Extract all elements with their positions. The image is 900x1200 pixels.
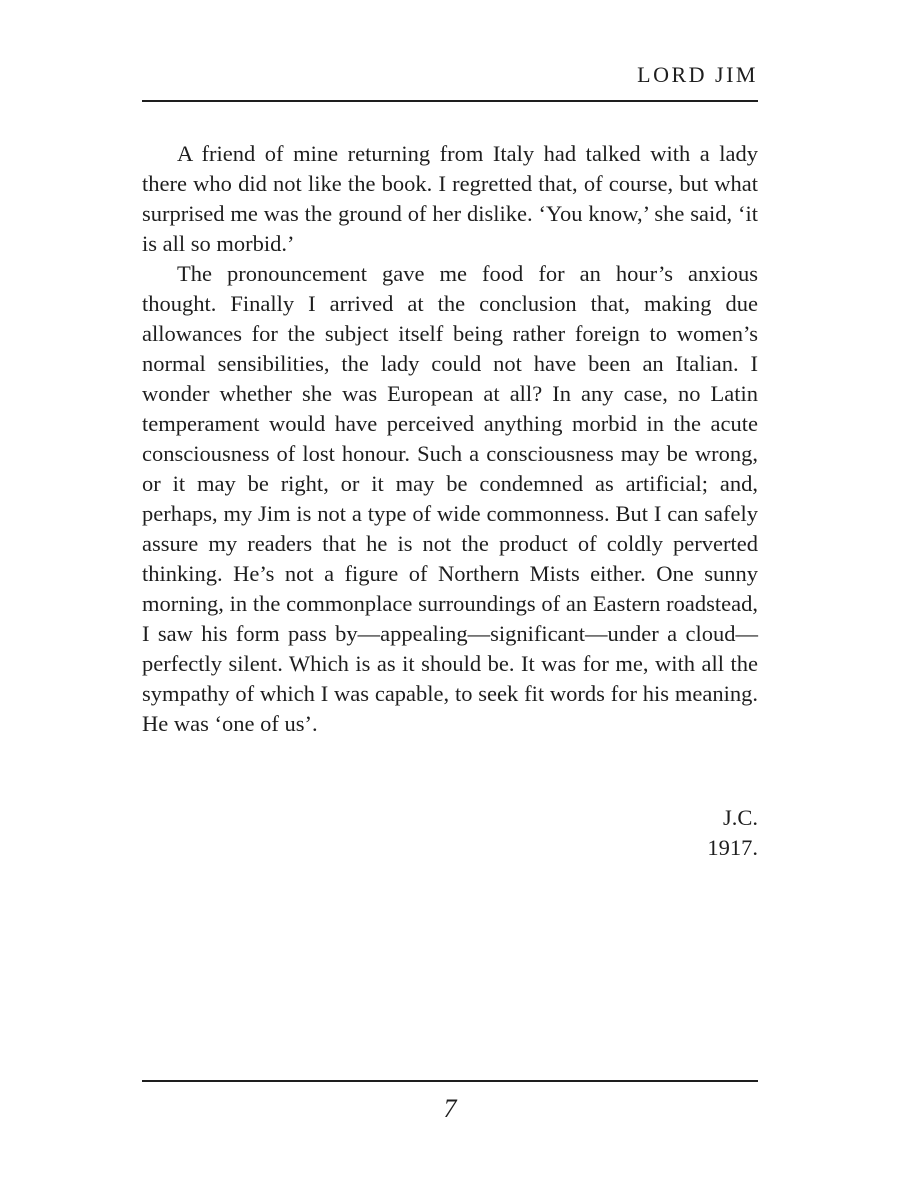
- paragraph: A friend of mine returning from Italy had talked with a lady there who did not like the book. I regretted that, of course, but what surprised me was the ground of her dislike. ‘You know,’ she said, ‘it is all so morbid.’: [142, 141, 758, 256]
- signature-block: [142, 803, 758, 863]
- signature-initials: J.C.: [722, 805, 758, 830]
- running-head-title: LORD JIM: [637, 62, 758, 87]
- body-text: [142, 139, 758, 739]
- paragraph: The pronouncement gave me food for an hour’s anxious thought. Finally I arrived at the conclusion that, making due allowances for the subject itself being rather foreign to women’s normal sensibilities, the lady could not have been an Italian. I wonder whether she was European at all? In any case, no Latin temperament would have perceived anything morbid in the acute consciousness of lost honour. Such a consciousness may be wrong, or it may be right, or it may be condemned as artificial; and, perhaps, my Jim is not a type of wide commonness. But I can safely assure my readers that he is not the product of coldly perverted thinking. He’s not a figure of Northern Mists either. One sunny morning, in the commonplace surroundings of an Eastern roadstead, I saw his form pass by—appealing—significant—under a cloud—perfectly silent. Which is as it should be. It was for me, with all the sympathy of which I was capable, to seek fit words for his meaning. He was ‘one of us’.: [142, 261, 758, 736]
- page-number: 7: [443, 1094, 457, 1123]
- header-rule: [142, 100, 758, 102]
- signature-year: 1917.: [707, 835, 758, 860]
- footer-rule: [142, 1080, 758, 1082]
